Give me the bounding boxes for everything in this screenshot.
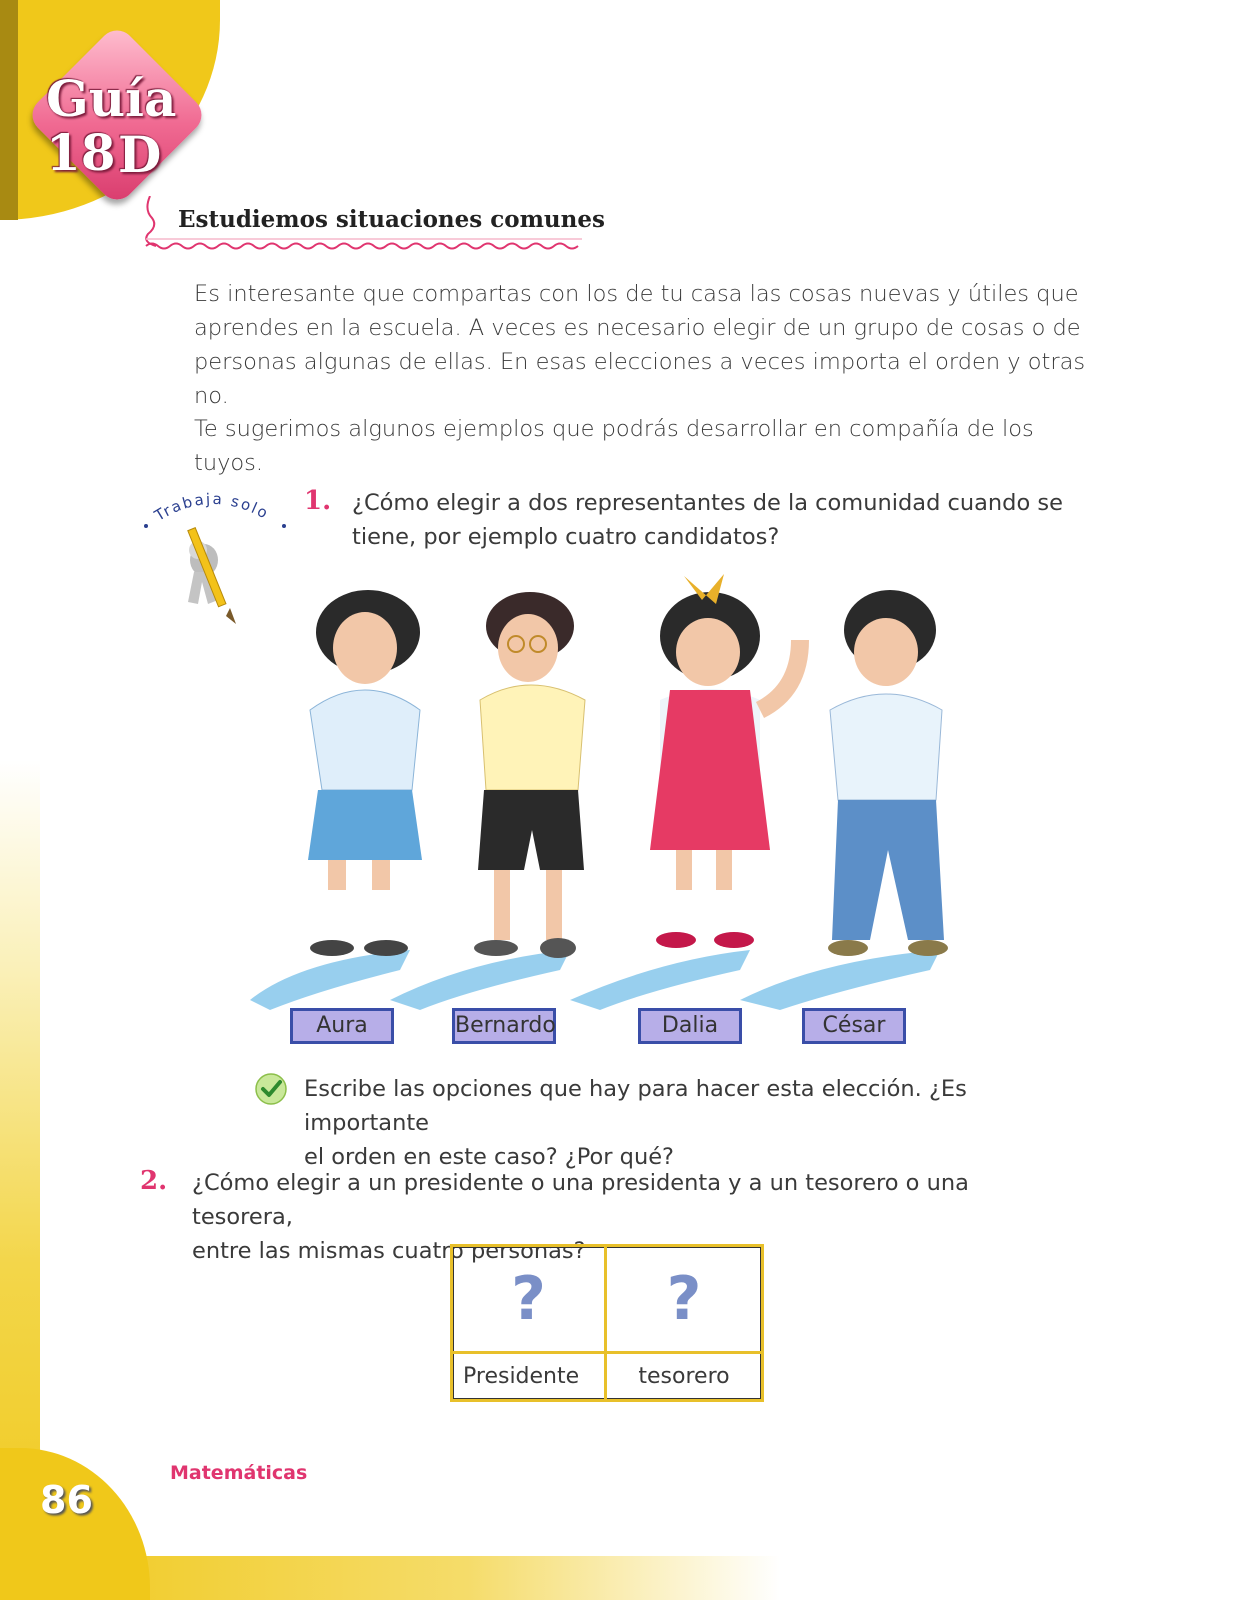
- child-aura-figure: [308, 590, 422, 956]
- section-title: Estudiemos situaciones comunes: [178, 206, 605, 233]
- candidate-name-aura: Aura: [290, 1008, 394, 1044]
- role-table-cell-treasurer-question: ?: [666, 1264, 702, 1334]
- top-left-corner-shade: [0, 0, 18, 220]
- child-cesar-figure: [828, 590, 948, 956]
- question-2-line: ¿Cómo elegir a un presidente o una presidenta y a un tesorero o una tesorera,: [192, 1170, 969, 1230]
- guide-letter: D: [118, 125, 162, 184]
- task-text: [304, 1072, 1084, 1174]
- question-1-line: tiene, por ejemplo cuatro candidatos?: [352, 524, 780, 550]
- role-table-label-treasurer: tesorero: [607, 1351, 761, 1399]
- candidate-name-dalia: Dalia: [638, 1008, 742, 1044]
- role-table: [450, 1244, 764, 1402]
- task-line: el orden en este caso? ¿Por qué?: [304, 1144, 674, 1170]
- intro-line: aprendes en la escuela. A veces es necesario elegir de un grupo de cosas o de: [194, 315, 1081, 341]
- task-line: Escribe las opciones que hay para hacer esta elección. ¿Es importante: [304, 1076, 967, 1136]
- role-table-cell-president-question: ?: [453, 1247, 607, 1351]
- question-1-number: 1.: [304, 486, 332, 516]
- question-2-line: entre las mismas cuatro personas?: [192, 1238, 586, 1264]
- footer-subject: Matemáticas: [170, 1462, 308, 1484]
- question-2-number: 2.: [140, 1166, 168, 1196]
- question-1-text: [352, 486, 1072, 554]
- pencil-figure-icon: [176, 520, 246, 630]
- page-number: 86: [40, 1478, 93, 1522]
- work-alone-label: Trabaja solo: [151, 489, 273, 525]
- bottom-left-corner-decor: [0, 1448, 150, 1600]
- guide-title: Guía 18: [46, 69, 177, 182]
- intro-paragraph-2: Te sugerimos algunos ejemplos que podrás desarrollar en compañía de los tuyos.: [194, 416, 1034, 476]
- intro-line: personas algunas de ellas. En esas elecciones a veces importa el orden y otras no.: [194, 349, 1086, 409]
- check-icon: [254, 1072, 288, 1106]
- intro-line: Es interesante que compartas con los de tu casa las cosas nuevas y útiles que: [194, 281, 1079, 307]
- candidate-name-cesar: César: [802, 1008, 906, 1044]
- children-illustration: [240, 570, 960, 1010]
- child-dalia-figure: [650, 574, 800, 948]
- intro-paragraph-1: [194, 277, 1094, 413]
- child-bernardo-figure: [474, 592, 585, 958]
- question-1-line: ¿Cómo elegir a dos representantes de la comunidad cuando se: [352, 490, 1063, 516]
- role-table-label-president: Presidente: [453, 1351, 607, 1399]
- candidate-name-bernardo: Bernardo: [452, 1008, 556, 1044]
